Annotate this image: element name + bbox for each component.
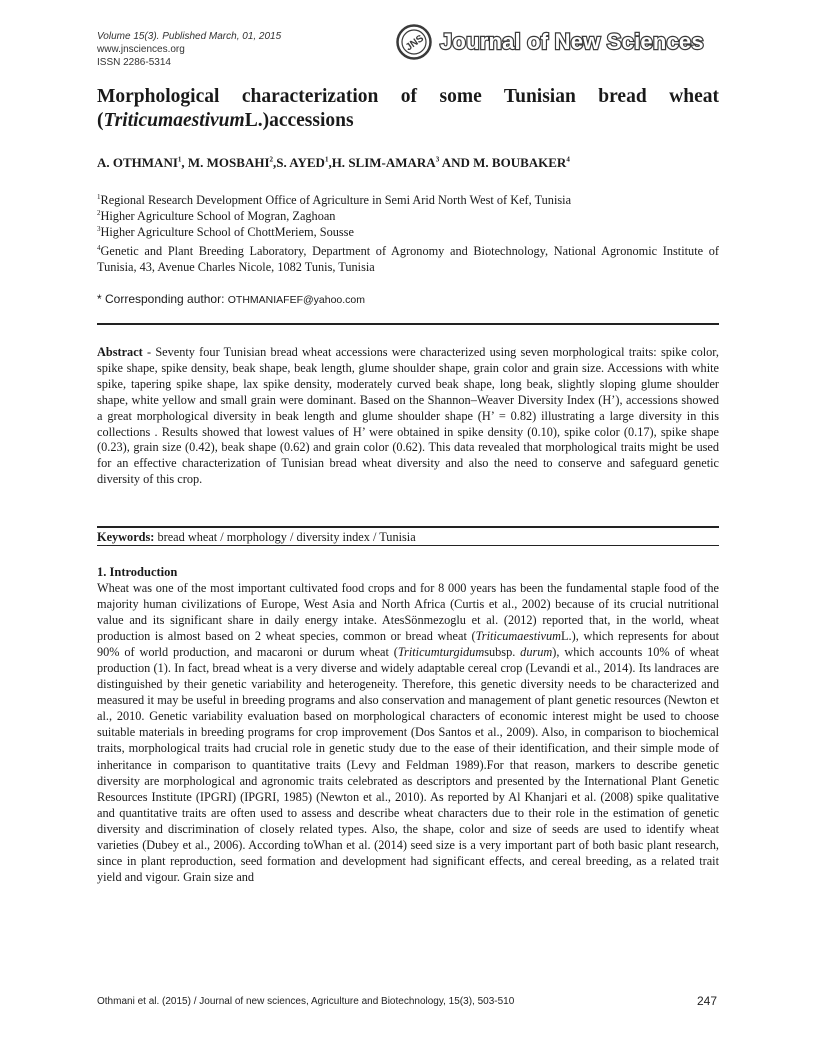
affiliation-text: Regional Research Development Office of Agriculture in Semi Arid North West of Kef, Tunisia (100, 193, 572, 208)
author-name: AYED (289, 155, 325, 170)
title-species: Triticumaestivum (103, 110, 245, 131)
title-open-paren: ( (97, 110, 104, 131)
affiliation-sup: 3 (97, 225, 101, 233)
journal-logo (396, 24, 718, 60)
author-sep: ,H. (328, 155, 349, 170)
corresponding-email[interactable]: OTHMANIAFEF@yahoo.com (227, 294, 366, 306)
affiliation-text: Higher Agriculture School of Mogran, Zaghoan (100, 209, 336, 224)
keywords-text: bread wheat / morphology / diversity index / Tunisia (154, 530, 416, 544)
paper-title-line2 (97, 109, 354, 133)
intro-italic: durum (520, 645, 553, 660)
section-heading-introduction: 1. Introduction (97, 565, 178, 579)
author-sep: ,S. (273, 155, 290, 170)
author-name: M. MOSBAHI (187, 155, 270, 170)
intro-text: subsp. (484, 645, 521, 660)
introduction-paragraph (97, 580, 719, 885)
author-affil-sup: 2 (269, 155, 274, 164)
jns-badge-icon (396, 24, 432, 60)
corresponding-label: * Corresponding author: (97, 292, 228, 306)
title-line2-rest: L.)accessions (244, 110, 354, 131)
author-affil-sup: 4 (566, 155, 570, 164)
divider-top (97, 323, 719, 325)
keywords-label: Keywords: (97, 530, 155, 544)
logo-badge-text: JNS (403, 33, 426, 54)
affiliation-sup: 4 (97, 244, 101, 252)
journal-header-info (97, 30, 281, 69)
divider-keywords-top (97, 526, 719, 528)
journal-website: www.jnsciences.org (97, 44, 185, 55)
page-number: 247 (697, 994, 718, 1008)
abstract-text: - Seventy four Tunisian bread wheat accessions were characterized using seven morphological traits: spike color, spike shape, spike density, beak shape, beak length, glume shoulder shape, grain color and grain size. Accessions with white spike, tapering spike shape, lax spike density, moderately curved beak shape, long beak, slightly sloping glume shoulder shape, white yellow and small grain were dominant. Based on the Shannon–Weaver Diversity Index (H’), accessions showed a great morphological diversity in beak length and glume shoulder shape (H’ = 0.82) illustrating a large diversity in this collections . Results showed that lowest values of H’ were obtained in spike density (0.10), spike color (0.17), spike shape (0.23), grain size (0.42), beak shape (0.62) and grain color (0.62). This data revealed that morphological traits might be used for an effective characterization of Tunisian bread wheat diversity and also the need to conserve and safeguard genetic diversity of this crop. (97, 345, 719, 487)
affiliation-text: Genetic and Plant Breeding Laboratory, Department of Agronomy and Biotechnology, National Agronomic Institute of Tunisia, 43, Avenue Charles Nicole, 1082 Tunis, Tunisia (97, 244, 719, 274)
journal-issn: ISSN 2286-5314 (97, 57, 171, 68)
author-affil-sup: 3 (435, 155, 440, 164)
author-list (97, 155, 570, 171)
corresponding-author (97, 292, 365, 306)
affiliation-sup: 2 (97, 209, 101, 217)
author-affil-sup: 1 (177, 155, 182, 164)
author-sep: AND M. (439, 155, 492, 170)
intro-text: ), which accounts 10% of wheat production (1). In fact, bread wheat is a very diverse and widely adaptable cereal crop (Levandi et al., 2014). Its landraces are distinguished by their genetic variability and heterogeneity. Therefore, this genetic diversity needs to be characterized and measured it may be useful in breeding programs and also conservation and management of plant genetic resources (Newton et al., 2010. Genetic variability evaluation based on morphological characters of economic interest might be used to choose suitable materials in breeding programs for crop improvement (Dos Santos et al., 2009). Also, in comparison to biochemical traits, morphological traits had crucial role in genetic study due to the ease of their identification, and their simple mode of inheritance in comparison to quantitative traits (Levy and Feldman 1989).For that reason, markers to describe genetic diversity are morphological and agronomic traits celebrated as descriptors and presented by the International Plant Genetic Resources Institute (IPGRI) (IPGRI, 1985) (Newton et al., 2010). As reported by Al Khanjari et al. (2008) spike qualitative and quantitative traits are often used to assess and describe wheat characters due to their role in the estimation of genetic diversity and discrimination of closely related types. Also, the shape, color and size of seeds are used to identify wheat varieties (Dubey et al., 2006). According toWhan et al. (2014) seed size is a very important part of both basic plant research, since in plant reproduction, seed formation and development had significant effects, and cereal breeding, as a related trait yield and vigour. Grain size and (97, 645, 719, 884)
abstract-label: Abstract (97, 345, 143, 359)
abstract (97, 345, 719, 488)
footer-citation: Othmani et al. (2015) / Journal of new sciences, Agriculture and Biotechnology, 15(3), 503-510 (97, 996, 515, 1007)
intro-italic: Triticumturgidum (397, 645, 485, 660)
intro-text: Wheat was one of the most important cultivated food crops and for 8 000 years has been the fundamental staple food of the majority human civilizations of Europe, West Asia and North Africa (Curtis et al., 2002) because of its crucial nutritional value and its significant share in daily energy intake. AtesSönmezoglu et al. (2012) reported that, in the world, wheat production is almost based on 2 wheat species, common or bread wheat ( (97, 581, 719, 644)
intro-text: L.), which represents for about 90% of world production, and macaroni or durum wheat ( (97, 629, 719, 660)
journal-logo-text: Journal of New Sciences (440, 29, 704, 54)
author-name: A. OTHMANI (97, 155, 178, 170)
affiliation-3 (97, 222, 719, 241)
affiliation-sup: 1 (97, 193, 101, 201)
paper-title-line1: Morphological characterization of some Tunisian bread wheat (97, 86, 719, 107)
author-affil-sup: 1 (324, 155, 329, 164)
affiliation-text: Higher Agriculture School of ChottMeriem, Sousse (100, 225, 354, 240)
author-sep: , (181, 155, 188, 170)
author-name: BOUBAKER (491, 155, 567, 170)
affiliation-4 (97, 241, 719, 275)
keywords (97, 530, 416, 545)
intro-italic: Triticumaestivum (475, 629, 562, 644)
author-name: SLIM-AMARA (348, 155, 436, 170)
volume-line: Volume 15(3). Published March, 01, 2015 (97, 31, 282, 42)
divider-keywords-bottom (97, 545, 719, 546)
